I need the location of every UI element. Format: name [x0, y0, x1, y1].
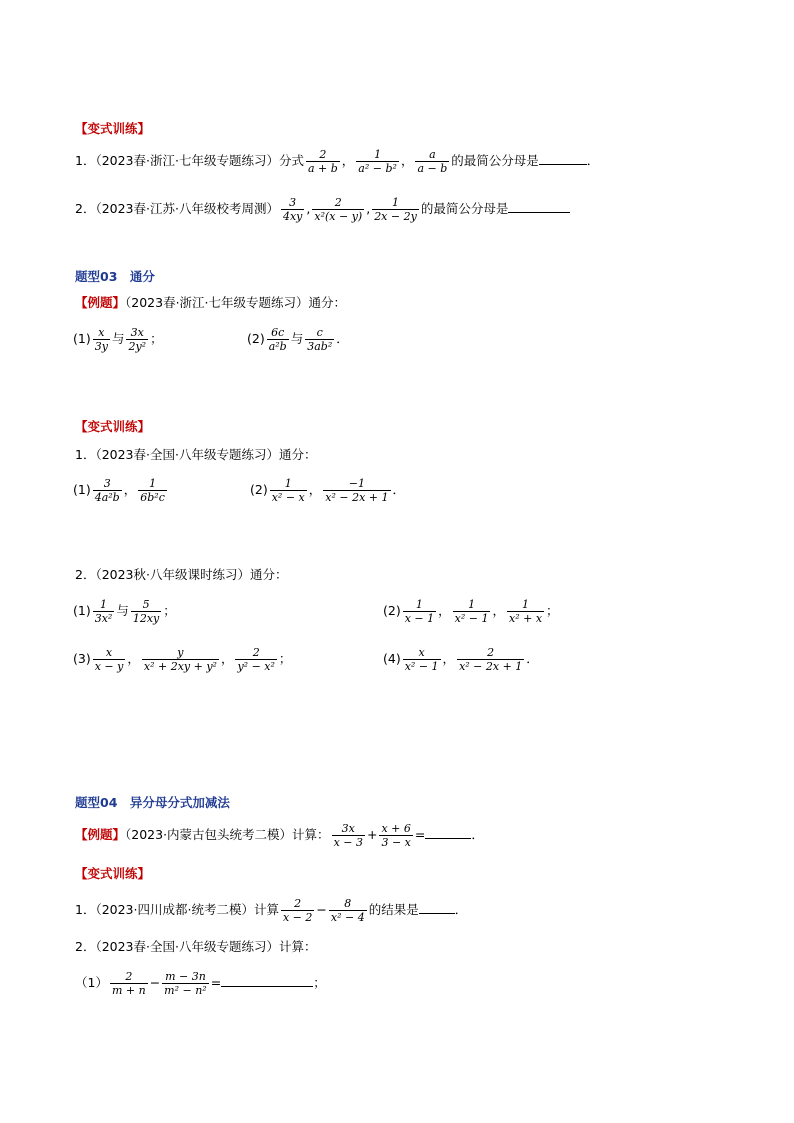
question-2: 2．（2023春·江苏·八年级校考周测） $\frac{3}{4xy}$ , $\frac{2}{\text{x²(x − y)}}$ , $\frac{1}{2x - 2y}$ 的最简公分母是: [75, 196, 570, 223]
fraction: $\frac{-1}{\text{x² − 2x + 1}}$: [325, 477, 389, 504]
fraction: $\frac{1}{\text{x² − 1}}$: [454, 598, 489, 625]
answer-blank[interactable]: [539, 163, 587, 165]
example-4: 【例题】（2023·内蒙古包头统考二模）计算： $\frac{3x}{x - 3}$ + $\frac{x + 6}{3 - x}$ = ．: [75, 822, 484, 849]
fraction: $\frac{1}{\text{3x²}}$: [94, 598, 113, 625]
type-04-heading: 题型04 异分母分式加减法: [75, 795, 230, 810]
question-4-part-3: (3) $\frac{x}{x - y}$ ， $\frac{y}{\text{x² + 2xy + y²}}$ ， $\frac{2}{\text{y² − x²}}$ ；: [73, 646, 292, 673]
question-4-part-1: (1) $\frac{1}{\text{3x²}}$ 与 $\frac{5}{12xy}$ ；: [73, 598, 176, 625]
fraction: $\frac{8}{\text{x² − 4}}$: [330, 897, 365, 924]
fraction: $\frac{1}{\text{x² + x}}$: [509, 598, 543, 625]
example-3: 【例题】（2023春·浙江·七年级专题练习）通分：: [75, 295, 347, 310]
question-1-prefix: 1．（2023春·浙江·七年级专题练习）分式: [75, 153, 304, 168]
answer-blank[interactable]: [425, 837, 471, 839]
fraction: $\frac{5}{12xy}$: [132, 598, 160, 625]
fraction: $\frac{3x}{\text{2y²}}$: [128, 326, 147, 353]
question-1: 1．（2023春·浙江·七年级专题练习）分式 $\frac{2}{a + b}$ ， $\frac{1}{\text{a² − b²}}$ ， $\frac{a}{a - b}$ 的最简公分母是 ．: [75, 148, 600, 175]
fraction: $\frac{2}{\text{x² − 2x + 1}}$: [459, 646, 523, 673]
question-4-part-4: (4) $\frac{x}{\text{x² − 1}}$ ， $\frac{2}{\text{x² − 2x + 1}}$ ．: [383, 646, 539, 673]
fraction: $\frac{a}{a - b}$: [417, 148, 448, 175]
question-6-part-1: （1） $\frac{2}{m + n}$ − $\frac{m - 3n}{\text{m² − n²}}$ = ；: [75, 970, 326, 997]
example-3-part-2: (2) $\frac{6c}{\text{a²b}}$ 与 $\frac{c}{\text{3ab²}}$ ．: [247, 326, 349, 353]
section-heading-variant-3: 【变式训练】: [75, 866, 151, 881]
fraction: $\frac{c}{\text{3ab²}}$: [307, 326, 333, 353]
fraction: $\frac{m - 3n}{\text{m² − n²}}$: [164, 970, 207, 997]
answer-blank[interactable]: [508, 211, 570, 213]
question-3-part-2: (2) $\frac{1}{\text{x² − x}}$ ， $\frac{-1}{\text{x² − 2x + 1}}$ ．: [250, 477, 406, 504]
type-03-heading: 题型03 通分: [75, 269, 155, 284]
fraction: $\frac{1}{x - 1}$: [404, 598, 435, 625]
fraction: $\frac{3x}{x - 3}$: [333, 822, 363, 849]
fraction: $\frac{x}{x - y}$: [94, 646, 124, 673]
fraction: $\frac{1}{2x - 2y}$: [374, 196, 417, 223]
question-3-part-1: (1) $\frac{3}{\text{4a²b}}$ ， $\frac{1}{\text{6b²c}}$: [73, 477, 165, 504]
question-1-suffix: 的最简公分母是: [451, 153, 539, 168]
section-heading-variant-1: 【变式训练】: [75, 121, 151, 136]
answer-blank[interactable]: [419, 912, 455, 914]
question-6: 2．（2023春·全国·八年级专题练习）计算：: [75, 939, 317, 954]
fraction: $\frac{x + 6}{3 - x}$: [381, 822, 411, 849]
fraction: $\frac{1}{\text{a² − b²}}$: [358, 148, 397, 175]
fraction: $\frac{2}{a + b}$: [307, 148, 338, 175]
question-4: 2．（2023秋·八年级课时练习）通分：: [75, 567, 288, 582]
fraction: $\frac{2}{x - 2}$: [282, 897, 313, 924]
answer-blank[interactable]: [221, 985, 313, 987]
example-3-part-1: (1) $\frac{x}{3y}$ 与 $\frac{3x}{\text{2y²}}$ ；: [73, 326, 163, 353]
fraction: $\frac{3}{4xy}$: [282, 196, 303, 223]
fraction: $\frac{x}{3y}$: [94, 326, 108, 353]
fraction: $\frac{y}{\text{x² + 2xy + y²}}$: [143, 646, 217, 673]
question-4-part-2: (2) $\frac{1}{x - 1}$ ， $\frac{1}{\text{x² − 1}}$ ， $\frac{1}{\text{x² + x}}$ ；: [383, 598, 559, 625]
fraction: $\frac{1}{\text{x² − x}}$: [271, 477, 305, 504]
fraction: $\frac{6c}{\text{a²b}}$: [268, 326, 287, 353]
fraction: $\frac{1}{\text{6b²c}}$: [140, 477, 165, 504]
fraction: $\frac{3}{\text{4a²b}}$: [94, 477, 120, 504]
fraction: $\frac{x}{\text{x² − 1}}$: [404, 646, 439, 673]
fraction: $\frac{2}{m + n}$: [111, 970, 146, 997]
fraction: $\frac{2}{\text{y² − x²}}$: [237, 646, 275, 673]
question-5: 1．（2023·四川成都·统考二模）计算 $\frac{2}{x - 2}$ − $\frac{8}{\text{x² − 4}}$ 的结果是 ．: [75, 897, 468, 924]
question-3: 1．（2023春·全国·八年级专题练习）通分：: [75, 447, 317, 462]
section-heading-variant-2: 【变式训练】: [75, 419, 151, 434]
fraction: $\frac{2}{\text{x²(x − y)}}$: [314, 196, 363, 223]
